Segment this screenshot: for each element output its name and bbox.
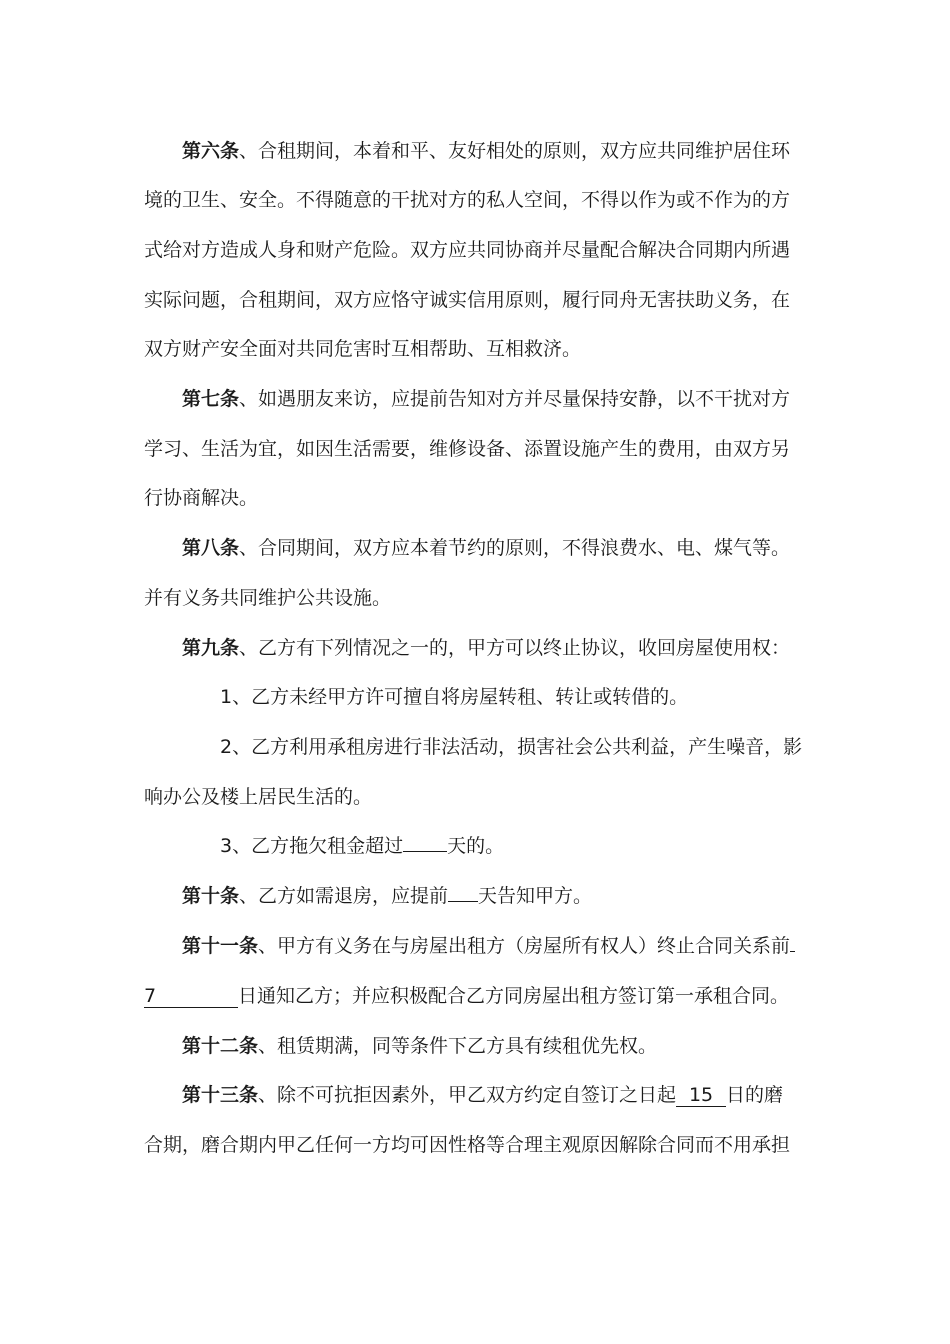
article10-title: 第十条 [182, 885, 240, 907]
article6-line4: 实际问题，合租期间，双方应恪守诚实信用原则，履行同舟无害扶助义务，在 [144, 289, 791, 311]
article9-text: 、乙方有下列情况之一的，甲方可以终止协议，收回房屋使用权： [239, 637, 791, 659]
article12-title: 第十二条 [182, 1035, 259, 1057]
article11-line1 [182, 933, 795, 959]
article6-line1 [182, 138, 790, 164]
article13-line1 [182, 1082, 783, 1108]
article12-text: 、租赁期满，同等条件下乙方具有续租优先权。 [258, 1035, 658, 1057]
article7-text: 、如遇朋友来访，应提前告知对方并尽量保持安静，以不干扰对方 [239, 388, 791, 410]
article7-title: 第七条 [182, 388, 240, 410]
article9-item2-line2: 响办公及楼上居民生活的。 [144, 786, 373, 808]
notice-days-blank [448, 901, 478, 902]
article10-line1 [182, 883, 592, 909]
article7-line3: 行协商解决。 [144, 487, 259, 509]
days-overdue-blank [403, 851, 447, 852]
article13-days: 15 [676, 1084, 726, 1107]
article8-text: 、合同期间，双方应本着节约的原则，不得浪费水、电、煤气等。 [239, 537, 791, 559]
article13-pre: 、除不可抗拒因素外，甲乙双方约定自签订之日起 [258, 1084, 677, 1106]
article9-item2-line1: 2、乙方利用承租房进行非法活动，损害社会公共利益，产生噪音，影 [220, 736, 803, 758]
article13-post: 日的磨 [726, 1084, 784, 1106]
article7-line2: 学习、生活为宜，如因生活需要，维修设备、添置设施产生的费用，由双方另 [144, 438, 791, 460]
article11-title: 第十一条 [182, 935, 259, 957]
article11-text2: 日通知乙方；并应积极配合乙方同房屋出租方签订第一承租合同。 [238, 985, 790, 1007]
article13-line2: 合期，磨合期内甲乙任何一方均可因性格等合理主观原因解除合同而不用承担 [144, 1134, 791, 1156]
article6-line2: 境的卫生、安全。不得随意的干扰对方的私人空间，不得以作为或不作为的方 [144, 189, 791, 211]
article11-underline-tail [790, 951, 795, 952]
article11-line2 [144, 983, 789, 1009]
article7-line1 [182, 386, 790, 412]
article8-line2: 并有义务共同维护公共设施。 [144, 587, 392, 609]
article6-title: 第六条 [182, 140, 240, 162]
article9-item3-post: 天的。 [447, 835, 505, 857]
article9-item1: 1、乙方未经甲方许可擅自将房屋转租、转让或转借的。 [220, 686, 689, 708]
article9-item3-pre: 3、乙方拖欠租金超过 [220, 835, 404, 857]
article9-title: 第九条 [182, 637, 240, 659]
article13-title: 第十三条 [182, 1084, 259, 1106]
article12-line1 [182, 1033, 657, 1059]
article8-line1 [182, 535, 790, 561]
article9-item3 [220, 833, 504, 859]
article6-line3: 式给对方造成人身和财产危险。双方应共同协商并尽量配合解决合同期内所遇 [144, 239, 791, 261]
article10-pre: 、乙方如需退房，应提前 [239, 885, 449, 907]
article6-text: 、合租期间，本着和平、友好相处的原则，双方应共同维护居住环 [239, 140, 791, 162]
article10-post: 天告知甲方。 [478, 885, 593, 907]
article9-line1 [182, 635, 790, 661]
article11-days: 7 [144, 985, 238, 1008]
article11-text: 、甲方有义务在与房屋出租方（房屋所有权人）终止合同关系前 [258, 935, 791, 957]
article6-line5: 双方财产安全面对共同危害时互相帮助、互相救济。 [144, 338, 582, 360]
article8-title: 第八条 [182, 537, 240, 559]
